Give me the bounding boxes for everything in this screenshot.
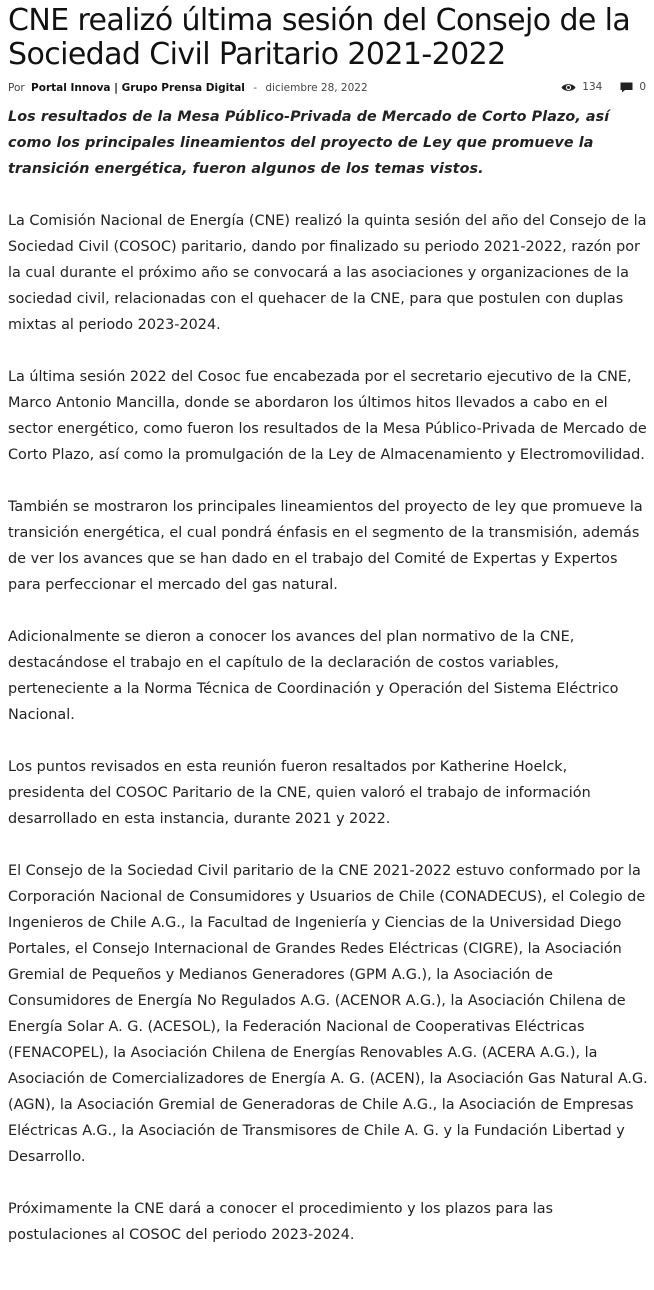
body-paragraph: Los puntos revisados en esta reunión fueron resaltados por Katherine Hoelck, presidenta del COSOC Paritario de la CNE, quien valoró el trabajo de información desarrollado en esta instancia, durante 2021 y 2022.	[8, 759, 591, 827]
body-paragraph: También se mostraron los principales lineamientos del proyecto de ley que promueve la transición energética, el cual pondrá énfasis en el segmento de la transmisión, además de ver los avances que se han dado en el trabajo del Comité de Expertas y Expertos para perfeccionar el mercado del gas natural.	[8, 499, 643, 593]
article	[8, 0, 648, 1248]
body-paragraph: El Consejo de la Sociedad Civil paritario de la CNE 2021-2022 estuvo conformado por la Corporación Nacional de Consumidores y Usuarios de Chile (CONADECUS), el Colegio de Ingenieros de Chile A.G., la Facultad de Ingeniería y Ciencias de la Universidad Diego Portales, el Consejo Internacional de Grandes Redes Eléctricas (CIGRE), la Asociación Gremial de Pequeños y Medianos Generadores (GPM A.G.), la Asociación de Consumidores de Energía No Regulados A.G. (ACENOR A.G.), la Asociación Chilena de Energía Solar A. G. (ACESOL), la Federación Nacional de Cooperativas Eléctricas (FENACOPEL), la Asociación Chilena de Energías Renovables A.G. (ACERA A.G.), la Asociación de Comercializadores de Energía A. G. (ACEN), la Asociación Gas Natural A.G. (AGN), la Asociación Gremial de Generadoras de Chile A.G., la Asociación de Empresas Eléctricas A.G., la Asociación de Transmisores de Chile A. G. y la Fundación Libertad y Desarrollo.	[8, 863, 648, 1165]
article-stats	[561, 81, 646, 93]
eye-icon	[561, 82, 576, 93]
article-lead: Los resultados de la Mesa Público-Privada de Mercado de Corto Plazo, así como los principales lineamientos del proyecto de Ley que promueve la transición energética, fueron algunos de los temas vistos.	[8, 109, 610, 177]
byline-separator: -	[253, 82, 258, 94]
views-count: 134	[582, 81, 603, 93]
article-body	[8, 208, 648, 1248]
byline-prefix: Por	[8, 82, 25, 94]
author-link[interactable]: Portal Innova | Grupo Prensa Digital	[31, 82, 245, 94]
body-paragraph: Próximamente la CNE dará a conocer el procedimiento y los plazos para las postulaciones al COSOC del periodo 2023-2024.	[8, 1201, 554, 1243]
body-paragraph: La última sesión 2022 del Cosoc fue encabezada por el secretario ejecutivo de la CNE, Marco Antonio Mancilla, donde se abordaron los últimos hitos llevados a cabo en el sector energético, como fueron los resultados de la Mesa Público-Privada de Mercado de Corto Plazo, así como la promulgación de la Ley de Almacenamiento y Electromovilidad.	[8, 369, 647, 463]
byline	[8, 82, 368, 94]
body-paragraph: Adicionalmente se dieron a conocer los avances del plan normativo de la CNE, destacándose el trabajo en el capítulo de la declaración de costos variables, perteneciente a la Norma Técnica de Coordinación y Operación del Sistema Eléctrico Nacional.	[8, 629, 619, 723]
body-paragraph: La Comisión Nacional de Energía (CNE) realizó la quinta sesión del año del Consejo de la Sociedad Civil (COSOC) paritario, dando por finalizado su periodo 2021-2022, razón por la cual durante el próximo año se convocará a las asociaciones y organizaciones de la sociedad civil, relacionadas con el quehacer de la CNE, para que postulen con duplas mixtas al periodo 2023-2024.	[8, 213, 647, 333]
comments-count[interactable]: 0	[639, 81, 646, 93]
comment-icon[interactable]	[620, 82, 633, 93]
article-title: CNE realizó última sesión del Consejo de la Sociedad Civil Paritario 2021-2022	[8, 3, 631, 72]
publish-date: diciembre 28, 2022	[265, 82, 368, 94]
article-meta	[8, 80, 648, 104]
